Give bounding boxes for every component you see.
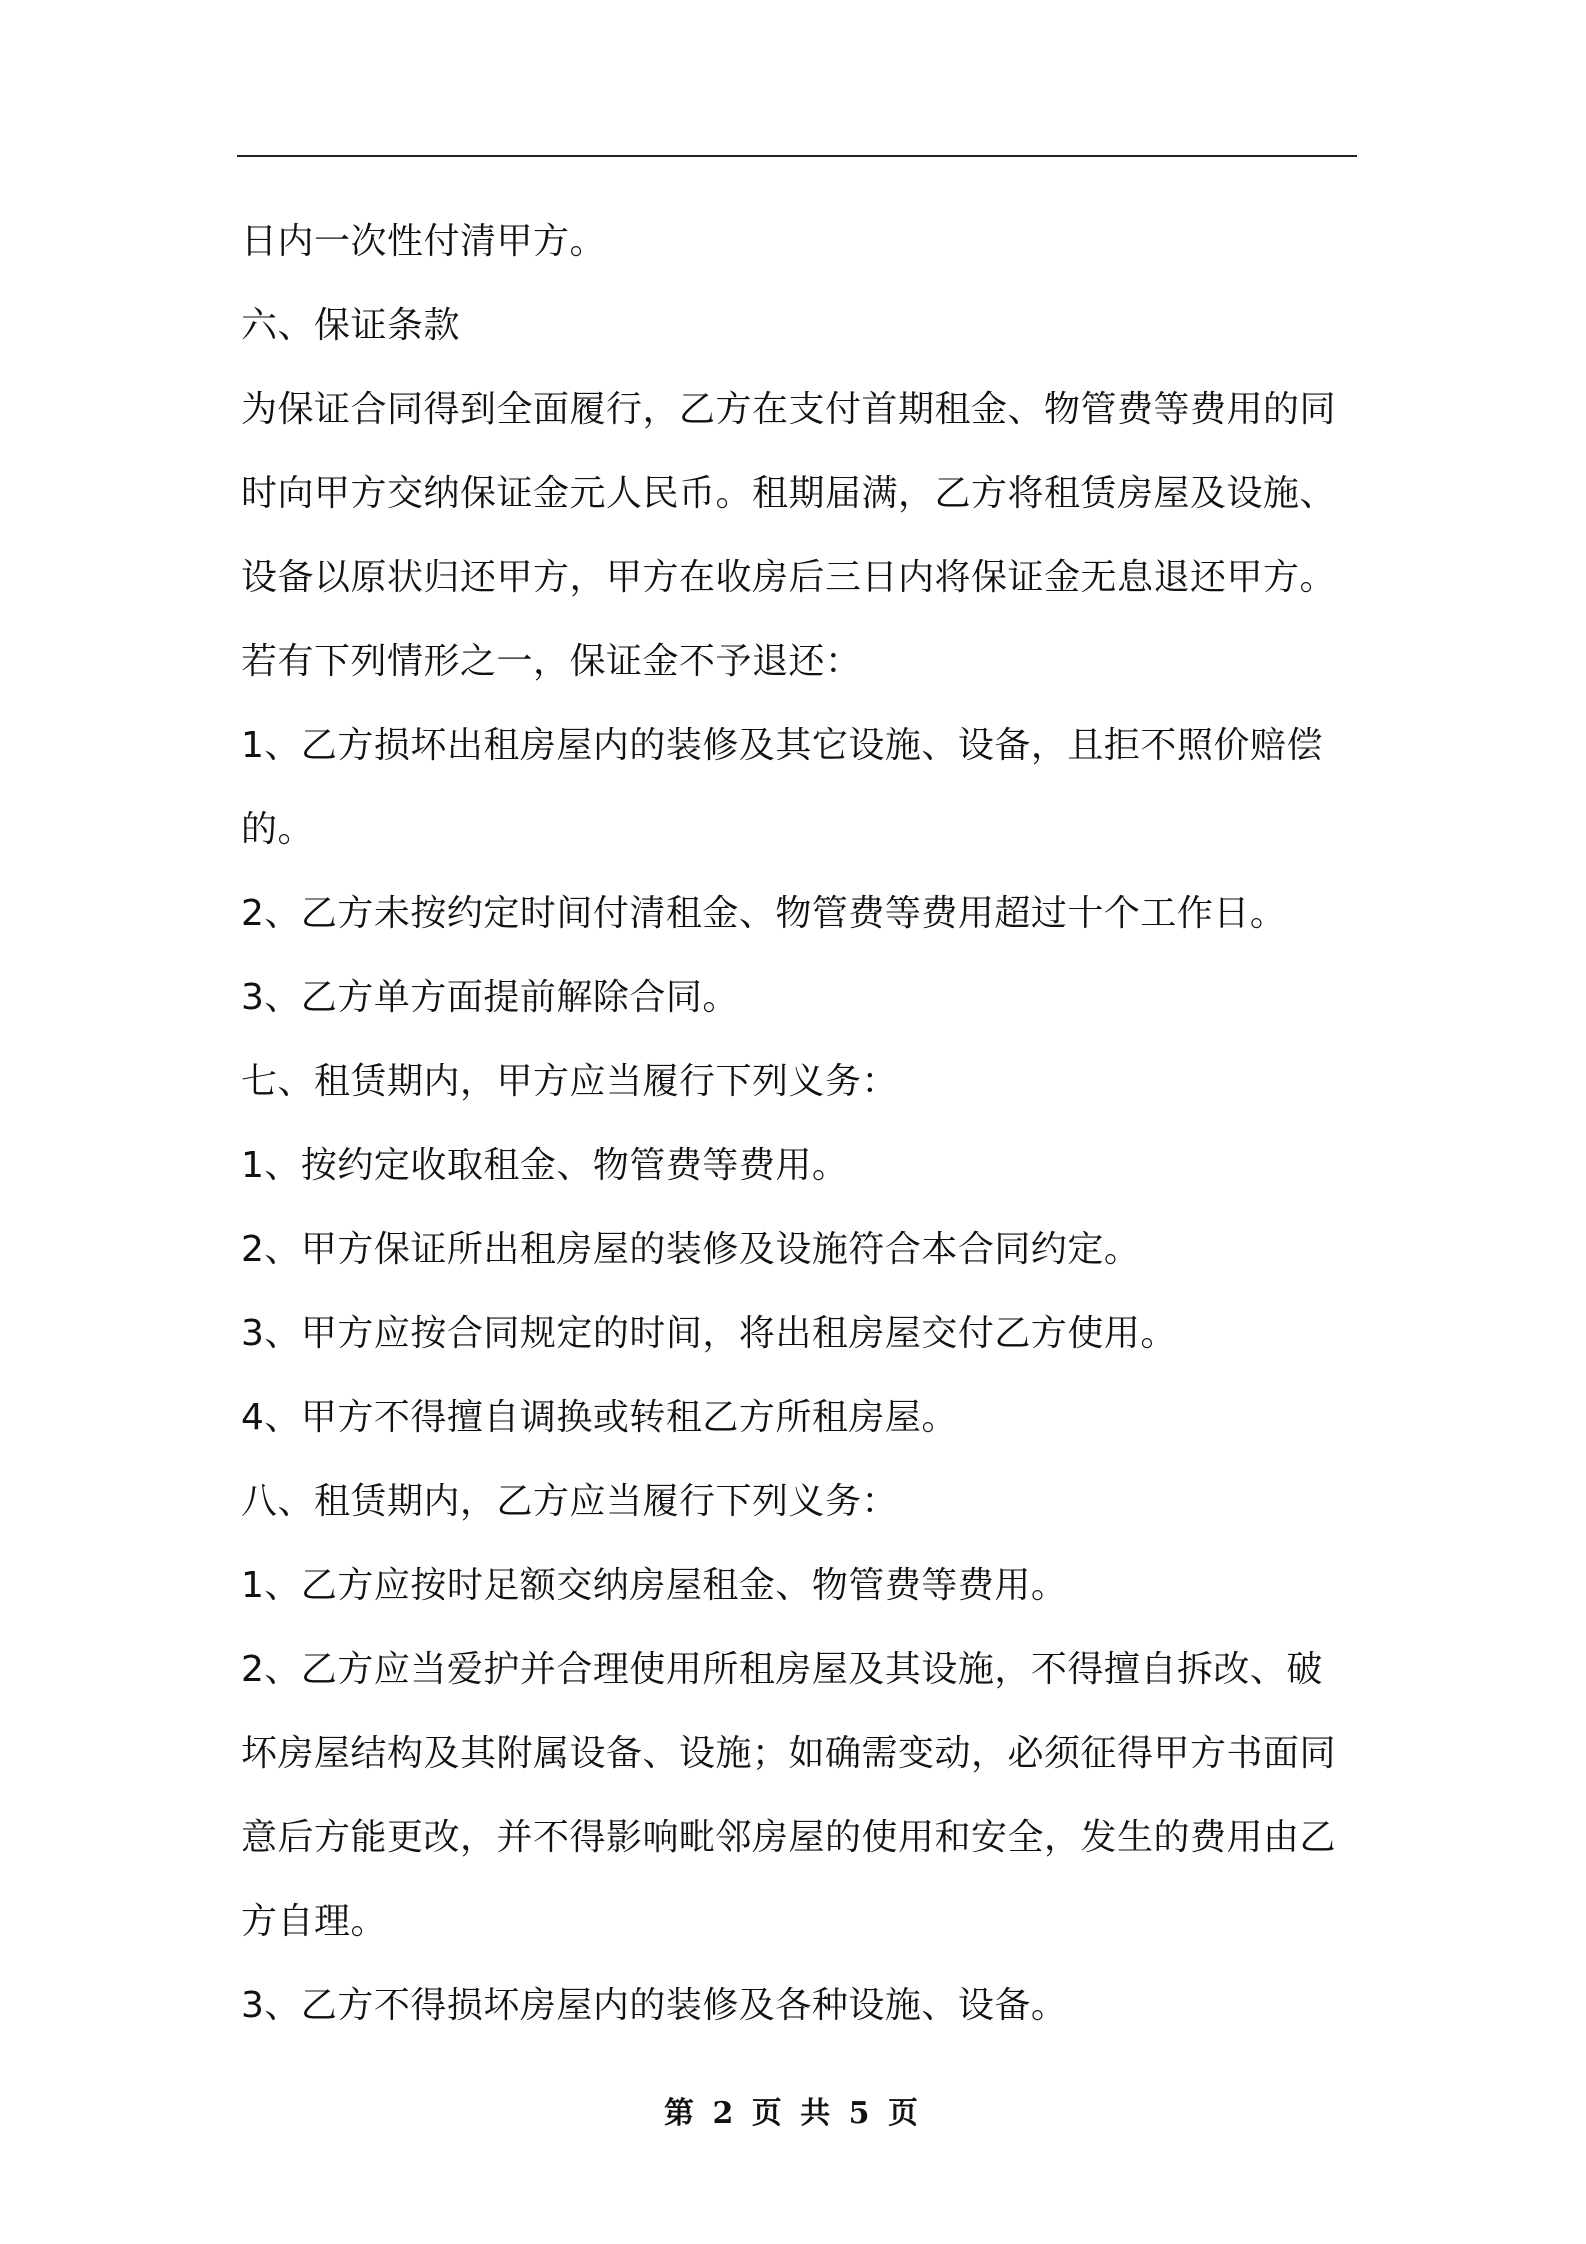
header-rule: [237, 155, 1357, 157]
list-item: 3、乙方单方面提前解除合同。: [241, 977, 739, 1018]
text-line: 意后方能更改，并不得影响毗邻房屋的使用和安全，发生的费用由乙: [241, 1817, 1337, 1858]
section-heading: 六、保证条款: [241, 305, 461, 346]
list-item: 1、乙方损坏出租房屋内的装修及其它设施、设备，且拒不照价赔偿: [241, 725, 1323, 766]
document-body: [241, 200, 1353, 2048]
list-item: 2、乙方应当爱护并合理使用所租房屋及其设施，不得擅自拆改、破: [241, 1649, 1323, 1690]
page-number: 第 2 页 共 5 页: [664, 2096, 922, 2131]
list-item: 4、甲方不得擅自调换或转租乙方所租房屋。: [241, 1397, 958, 1438]
text-line: 方自理。: [241, 1901, 388, 1942]
list-item: 1、按约定收取租金、物管费等费用。: [241, 1145, 849, 1186]
text-line: 坏房屋结构及其附属设备、设施；如确需变动，必须征得甲方书面同: [241, 1733, 1337, 1774]
text-line: 日内一次性付清甲方。: [241, 221, 607, 262]
list-item: 1、乙方应按时足额交纳房屋租金、物管费等费用。: [241, 1565, 1068, 1606]
text-line: 的。: [241, 809, 315, 850]
text-line: 设备以原状归还甲方，甲方在收房后三日内将保证金无息退还甲方。: [241, 557, 1337, 598]
list-item: 3、乙方不得损坏房屋内的装修及各种设施、设备。: [241, 1985, 1068, 2026]
section-heading: 七、租赁期内，甲方应当履行下列义务：: [241, 1061, 899, 1102]
text-line: 为保证合同得到全面履行，乙方在支付首期租金、物管费等费用的同: [241, 389, 1337, 430]
list-item: 3、甲方应按合同规定的时间，将出租房屋交付乙方使用。: [241, 1313, 1177, 1354]
section-heading: 八、租赁期内，乙方应当履行下列义务：: [241, 1481, 899, 1522]
list-item: 2、甲方保证所出租房屋的装修及设施符合本合同约定。: [241, 1229, 1141, 1270]
list-item: 2、乙方未按约定时间付清租金、物管费等费用超过十个工作日。: [241, 893, 1287, 934]
text-line: 若有下列情形之一，保证金不予退还：: [241, 641, 862, 682]
text-line: 时向甲方交纳保证金元人民币。租期届满，乙方将租赁房屋及设施、: [241, 473, 1337, 514]
